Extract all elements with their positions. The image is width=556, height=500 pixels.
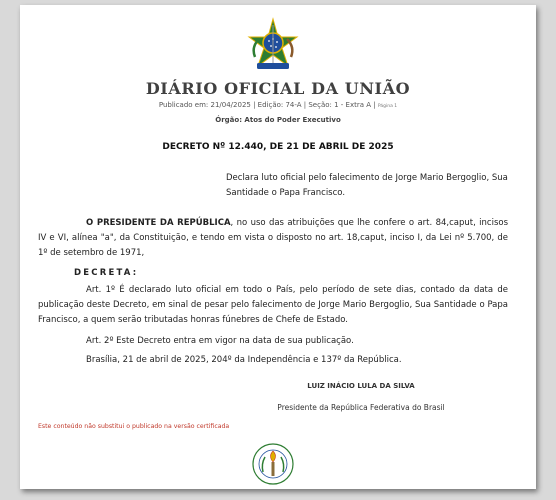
preamble-text: , no uso das atribuições que lhe confere o art. 84,caput, incisos IV e VI, alínea "a", da Constituição, e tendo em vista o disposto no art. 18,caput, inciso I, da Lei nº 5.700, de 1º de setembro de 1971,: [38, 218, 509, 258]
decree-title: DECRETO Nº 12.440, DE 21 DE ABRIL DE 2025: [162, 142, 394, 152]
page-link[interactable]: Página 1: [377, 104, 398, 109]
journal-title: DIÁRIO OFICIAL DA UNIÃO: [145, 79, 411, 98]
decreta-heading: DECRETA:: [74, 268, 139, 278]
decree-ementa: Declara luto oficial pelo falecimento de Jorge Mario Bergoglio, Sua Santidade o Papa Francisco.: [226, 173, 508, 198]
president-lead: O PRESIDENTE DA REPÚBLICA: [86, 218, 231, 228]
brazil-coat-of-arms-icon: [245, 17, 301, 73]
signer-role: Presidente da República Federativa do Brasil: [277, 403, 445, 412]
decree-preamble: [38, 216, 508, 261]
signer-name: LUIZ INÁCIO LULA DA SILVA: [307, 382, 415, 390]
imprensa-nacional-seal-icon: [251, 442, 295, 486]
publication-info: [20, 101, 536, 109]
decree-closing: Brasília, 21 de abril de 2025, 204º da Independência e 137º da República.: [86, 355, 402, 365]
publication-info-text: Publicado em: 21/04/2025 | Edição: 74-A | Seção: 1 - Extra A |: [158, 101, 376, 109]
article-2: Art. 2º Este Decreto entra em vigor na data de sua publicação.: [86, 336, 354, 346]
orgao-text: Órgão: Atos do Poder Executivo: [215, 116, 341, 124]
document-page: [20, 5, 536, 489]
orgao-label: [20, 116, 536, 124]
article-1: Art. 1º É declarado luto oficial em todo o País, pelo período de sete dias, contado da data de publicação deste Decreto, em sinal de pesar pelo falecimento de Jorge Mario Bergoglio, Sua Santidade o Papa Francisco, a quem serão tributadas honras fúnebres de Chefe de Estado.: [38, 285, 508, 325]
disclaimer-text: Este conteúdo não substitui o publicado na versão certificada: [38, 423, 230, 430]
